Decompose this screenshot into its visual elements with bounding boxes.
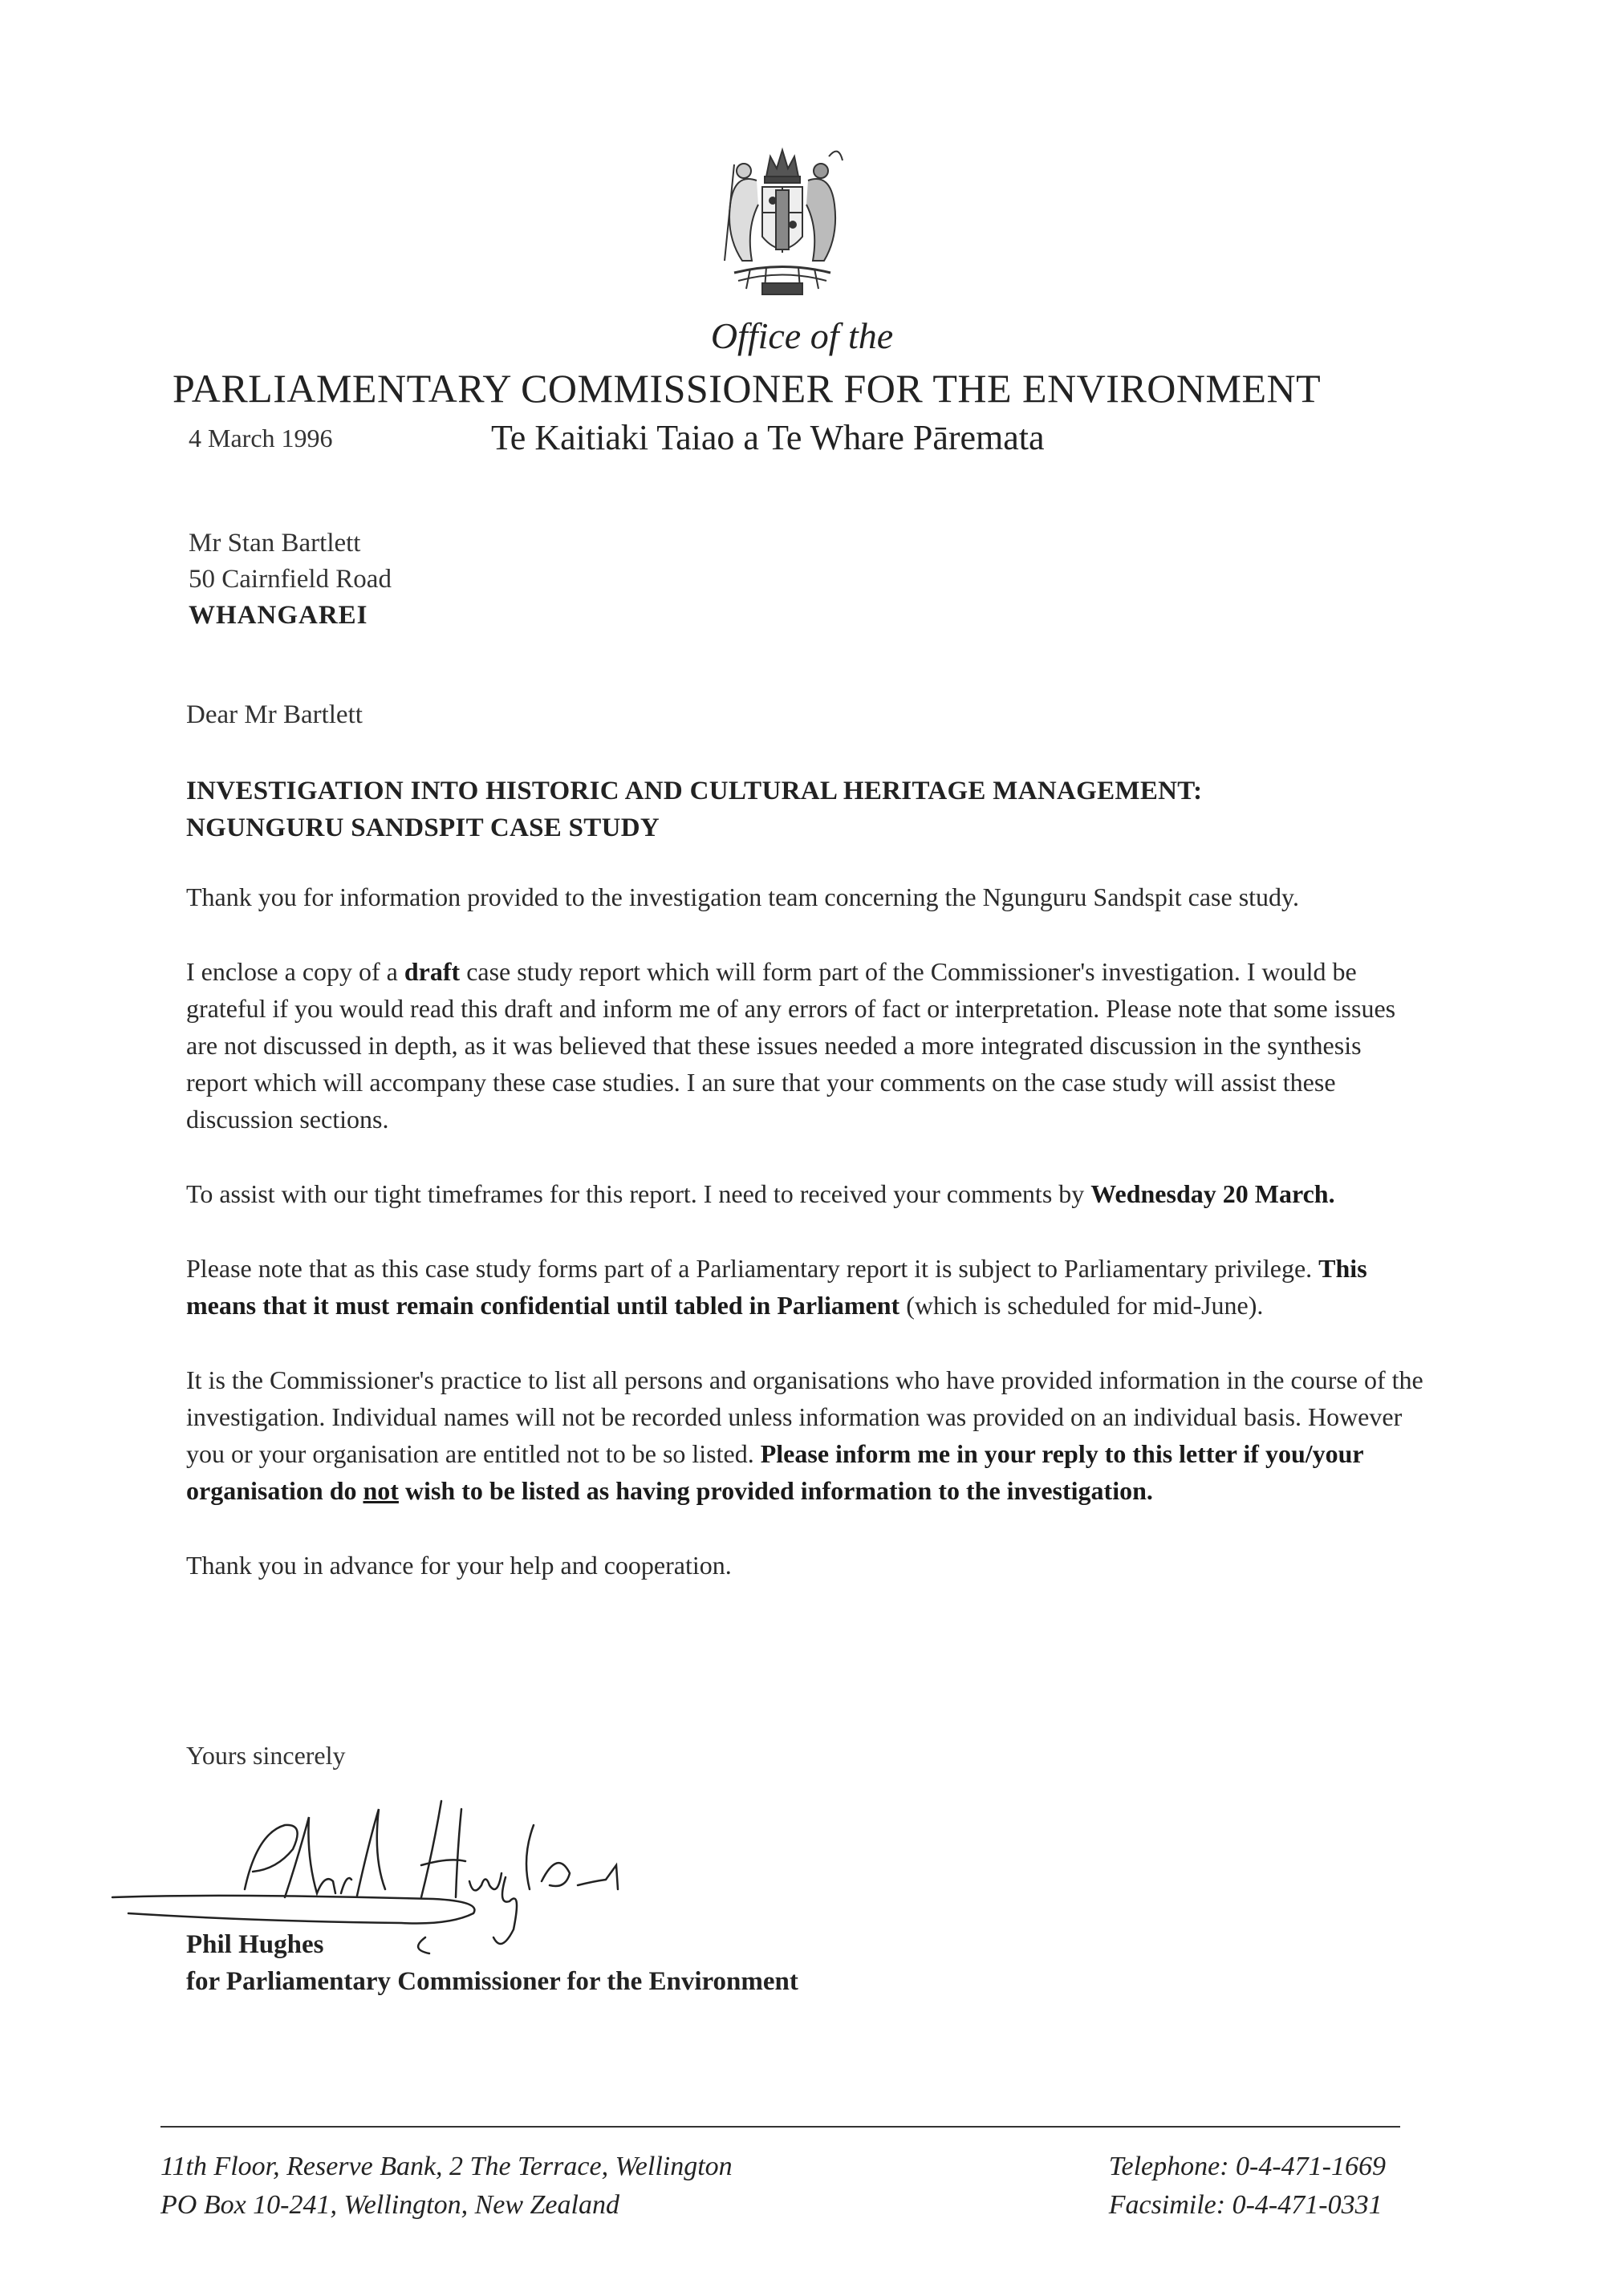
paragraph-3: [186, 1175, 1426, 1212]
paragraph-5-bold-1: Please inform me in your reply to this letter if you/your organisation do: [186, 1439, 1364, 1505]
organisation-name: PARLIAMENTARY COMMISSIONER FOR THE ENVIRONMENT: [173, 366, 1322, 411]
paragraph-4-text-b: (which is scheduled for mid-June).: [899, 1291, 1264, 1320]
paragraph-4-text-a: Please note that as this case study forms part of a Parliamentary report it is subject to Parliamentary privilege.: [186, 1254, 1319, 1283]
maori-organisation-name: Te Kaitiaki Taiao a Te Whare Pāremata: [491, 418, 1045, 457]
footer-facsimile: Facsimile: 0-4-471-0331: [1108, 2190, 1383, 2220]
paragraph-2-text-a: I enclose a copy of a: [186, 957, 404, 986]
recipient-city: WHANGAREI: [189, 601, 368, 630]
signer-title: for Parliamentary Commissioner for the Environment: [186, 1967, 798, 1996]
subject-line-1: INVESTIGATION INTO HISTORIC AND CULTURAL HERITAGE MANAGEMENT:: [186, 777, 1203, 805]
footer-divider: [160, 2126, 1400, 2128]
footer-address-line-2: PO Box 10-241, Wellington, New Zealand: [160, 2190, 619, 2220]
coat-of-arms-icon: [686, 140, 879, 301]
recipient-street: 50 Cairnfield Road: [189, 565, 392, 594]
paragraph-3-text: To assist with our tight timeframes for this report. I need to received your comments by: [186, 1179, 1091, 1208]
paragraph-5: [186, 1361, 1426, 1509]
paragraph-1: [186, 878, 1426, 915]
paragraph-4: [186, 1250, 1426, 1324]
paragraph-1-text: Thank you for information provided to the investigation team concerning the Ngunguru Sandspit case study.: [186, 882, 1299, 911]
subject-heading: [186, 773, 1438, 846]
footer-telephone: Telephone: 0-4-471-1669: [1108, 2152, 1386, 2181]
paragraph-2-bold: draft: [404, 957, 461, 986]
closing: Yours sincerely: [186, 1741, 346, 1770]
recipient-address: [189, 525, 392, 634]
footer-address-line-1: 11th Floor, Reserve Bank, 2 The Terrace, Wellington: [160, 2152, 733, 2181]
paragraph-2: [186, 953, 1426, 1138]
paragraph-5-bold-underline: not: [363, 1476, 399, 1505]
paragraph-5-bold-2: wish to be listed as having provided information to the investigation.: [398, 1476, 1153, 1505]
letter-date: 4 March 1996: [189, 424, 333, 452]
recipient-name: Mr Stan Bartlett: [189, 529, 361, 558]
paragraph-6: [186, 1547, 1426, 1584]
paragraph-5-text: It is the Commissioner's practice to list all persons and organisations who have provided information in the course of the investigation. Individual names will not be recorded unless information was provided on an individual basis. However you or your organisation are entitled not to be so listed.: [186, 1365, 1423, 1468]
paragraph-2-text-b: case study report which will form part of the Commissioner's investigation. I would be grateful if you would read this draft and inform me of any errors of fact or interpretation. Please note that some issues are not discussed in depth, as it was believed that these issues needed a more integrated discussion in the synthesis report which will accompany these case studies. I an sure that your comments on the case study will assist these discussion sections.: [186, 957, 1396, 1134]
paragraph-4-bold: This means that it must remain confidential until tabled in Parliament: [186, 1254, 1367, 1320]
footer-address: [160, 2148, 733, 2225]
subject-line-2: NGUNGURU SANDSPIT CASE STUDY: [186, 813, 660, 842]
letter-body: [186, 878, 1426, 1621]
paragraph-6-text: Thank you in advance for your help and cooperation.: [186, 1551, 732, 1580]
handwritten-signature: [96, 1785, 674, 1957]
salutation: Dear Mr Bartlett: [186, 700, 363, 729]
signer-name: Phil Hughes: [186, 1930, 324, 1959]
office-of-label: Office of the: [710, 315, 894, 356]
footer-contact: [1109, 2148, 1386, 2225]
paragraph-3-bold: Wednesday 20 March.: [1090, 1179, 1335, 1208]
